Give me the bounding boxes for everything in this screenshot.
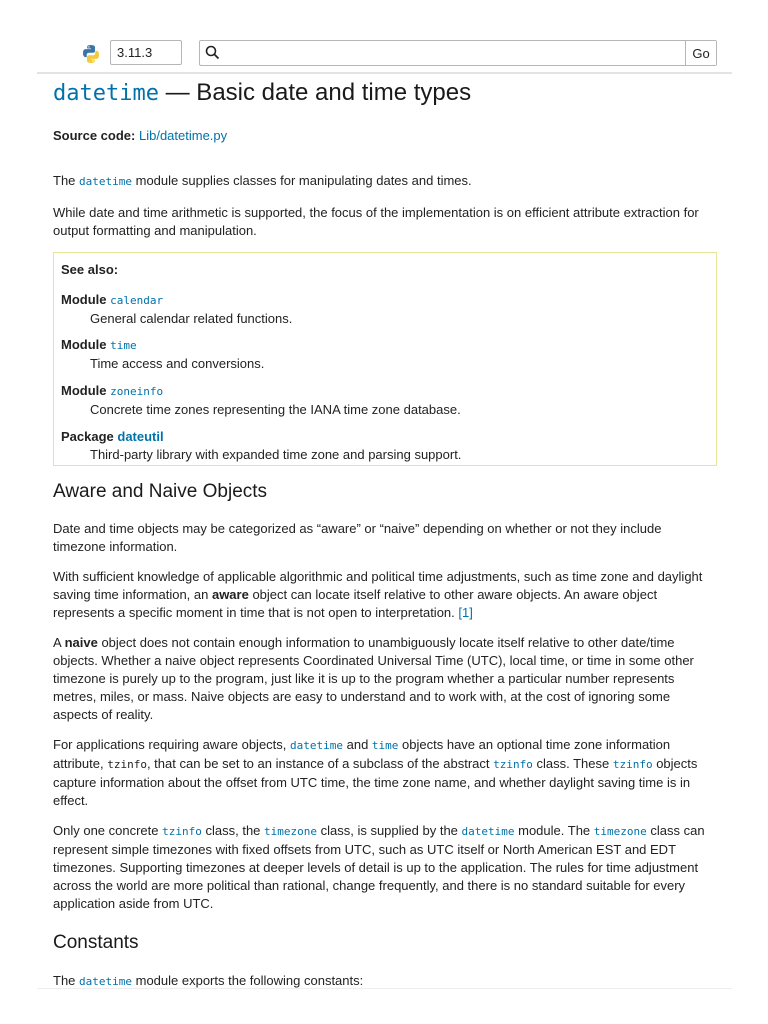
timezone-class-link[interactable]: timezone [593,825,647,838]
search-icon [205,45,220,60]
heading-aware-naive: Aware and Naive Objects [53,481,268,502]
see-also-desc: General calendar related functions. [90,311,293,326]
tzinfo-attr: tzinfo [107,758,147,771]
tzinfo-class-link[interactable]: tzinfo [612,758,653,771]
datetime-link[interactable]: datetime [79,175,132,188]
datetime-module-link[interactable]: datetime [461,825,515,838]
time-class-link[interactable]: time [371,739,399,752]
tzinfo-class-link[interactable]: tzinfo [493,758,533,771]
see-also-item-time: Module time Time access and conversions. [61,336,709,373]
see-also-desc: Concrete time zones representing the IANA time zone database. [90,402,461,417]
timezone-class-link[interactable]: timezone [264,825,317,838]
time-link[interactable]: time [110,339,137,352]
aware-paragraph-2: With sufficient knowledge of applicable algorithmic and political time adjustments, such as time zone and daylight saving time information, an aware object can locate itself relative to other aware objects. An aware object represents a specific moment in time that is not open to interpretation. [1] [53,569,703,620]
tzinfo-class-link[interactable]: tzinfo [162,825,202,838]
source-code-label: Source code: [53,128,136,143]
heading-constants: Constants [53,932,139,953]
title-module-code[interactable]: datetime [53,81,159,106]
aware-paragraph-4: For applications requiring aware objects, datetime and time objects have an optional time zone information attribute, tzinfo, that can be set to an instance of a subclass of the abstract tzinfo class. These tzinfo objects capture information about the offset from UTC time, the time zone name, and whether daylight saving time is in effect. [53,737,698,808]
aware-paragraph-3: A naive object does not contain enough information to unambiguously locate itself relative to other date/time objects. Whether a naive object represents Coordinated Universal Time (UTC), local time, or time in some other timezone is purely up to the program, just like it is up to the program whether a particular number represents metres, miles, or mass. Naive objects are easy to understand and to work with, at the cost of ignoring some aspects of reality. [53,635,694,722]
constants-paragraph: The datetime module exports the following constants: [53,973,364,988]
aware-paragraph-1: Date and time objects may be categorized as “aware” or “naive” depending on whether or not they include timezone information. [53,521,662,554]
source-code-line [53,127,717,145]
see-also-desc: Time access and conversions. [90,356,265,371]
intro-paragraph-2: While date and time arithmetic is supported, the focus of the implementation is on efficient attribute extraction for output formatting and manipulation. [53,205,699,238]
see-also-item-zoneinfo: Module zoneinfo Concrete time zones representing the IANA time zone database. [61,382,709,419]
search-input[interactable] [224,43,683,65]
see-also-desc: Third-party library with expanded time zone and parsing support. [90,447,462,462]
main-content [53,76,717,991]
datetime-class-link[interactable]: datetime [290,739,343,752]
calendar-link[interactable]: calendar [110,294,164,307]
page-title [53,76,717,111]
datetime-module-link[interactable]: datetime [79,975,132,988]
see-also-box [53,252,717,466]
title-text: — Basic date and time types [158,79,472,106]
zoneinfo-link[interactable]: zoneinfo [110,385,164,398]
version-selector[interactable]: 3.11.3 [110,40,182,65]
footnote-link[interactable]: [1] [458,605,473,620]
aware-paragraph-5: Only one concrete tzinfo class, the timezone class, is supplied by the datetime module. The timezone class can represent simple timezones with fixed offsets from UTC, such as UTC itself or North American EST and EDT timezones. Supporting timezones at deeper levels of detail is up to the application. The rules for time adjustment across the world are more political than rational, change frequently, and there is no standard suitable for every application aside from UTC. [53,823,705,911]
python-logo-icon[interactable] [81,44,101,64]
dateutil-link[interactable]: dateutil [117,429,164,444]
see-also-item-calendar: Module calendar General calendar related functions. [61,291,709,328]
intro-paragraph-1: The datetime module supplies classes for manipulating dates and times. [53,173,472,188]
bottom-divider [37,988,732,989]
see-also-title: See also: [61,262,119,277]
source-code-link[interactable]: Lib/datetime.py [138,128,228,143]
search-box [199,40,717,66]
go-button[interactable]: Go [685,41,716,65]
see-also-item-dateutil: Package dateutil Third-party library with expanded time zone and parsing support. [61,428,709,464]
